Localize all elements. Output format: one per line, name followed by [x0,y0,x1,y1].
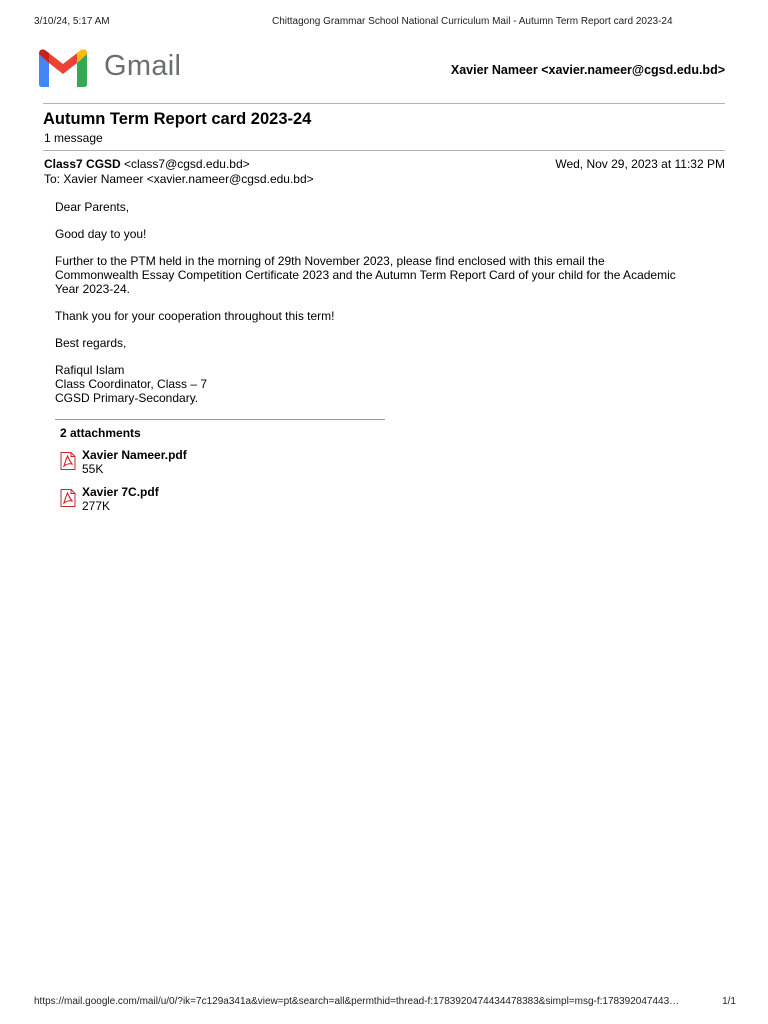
print-page-title: Chittagong Grammar School National Curriculum Mail - Autumn Term Report card 2023-24 [272,16,673,27]
thread-subject: Autumn Term Report card 2023-24 [43,110,312,128]
pdf-file-icon [60,452,76,470]
gmail-m-logo-icon [38,48,88,88]
sender-email: <class7@cgsd.edu.bd> [124,157,250,171]
attachment-size: 277K [82,499,111,513]
attachments-count: 2 attachments [60,426,141,440]
print-timestamp: 3/10/24, 5:17 AM [34,16,110,27]
body-paragraph-line: Further to the PTM held in the morning of 29th November 2023, please find enclosed with this email the [55,254,605,268]
signature-org: CGSD Primary-Secondary. [55,391,199,405]
message-date: Wed, Nov 29, 2023 at 11:32 PM [555,157,725,171]
account-address: Xavier Nameer <xavier.nameer@cgsd.edu.bd> [450,63,725,77]
body-thanks: Thank you for your cooperation throughout this term! [55,309,335,323]
body-greeting: Dear Parents, [55,200,130,214]
signature [55,363,725,405]
signature-title: Class Coordinator, Class – 7 [55,377,208,391]
sender-name: Class7 CGSD [44,157,121,171]
message-sender [44,157,250,171]
subject-divider [43,150,725,151]
body-paragraph [55,254,725,296]
attachment-item[interactable] [60,448,260,480]
gmail-wordmark: Gmail [104,50,182,82]
print-header [34,16,728,30]
message-count: 1 message [44,131,103,145]
print-footer [34,996,736,1010]
header-divider [43,103,725,104]
body-paragraph-line: Commonwealth Essay Competition Certificate 2023 and the Autumn Term Report Card of your child for the Academic [55,268,676,282]
attachment-name[interactable]: Xavier Nameer.pdf [82,448,187,462]
attachment-item[interactable] [60,485,260,517]
message-recipient: To: Xavier Nameer <xavier.nameer@cgsd.edu.bd> [44,172,314,186]
attachment-name[interactable]: Xavier 7C.pdf [82,485,159,499]
body-paragraph-line: Year 2023-24. [55,282,130,296]
print-page-number: 1/1 [722,996,736,1007]
gmail-logo [38,48,188,92]
attachment-size: 55K [82,462,104,476]
pdf-file-icon [60,489,76,507]
body-closing: Best regards, [55,336,127,350]
body-line: Good day to you! [55,227,147,241]
attachments-divider [55,419,385,420]
message-body [55,200,725,418]
signature-name: Rafiqul Islam [55,363,125,377]
print-url: https://mail.google.com/mail/u/0/?ik=7c129a341a&view=pt&search=all&permthid=thread-f:1783920474434478383&simpl=msg-f:178392047443… [34,996,680,1007]
